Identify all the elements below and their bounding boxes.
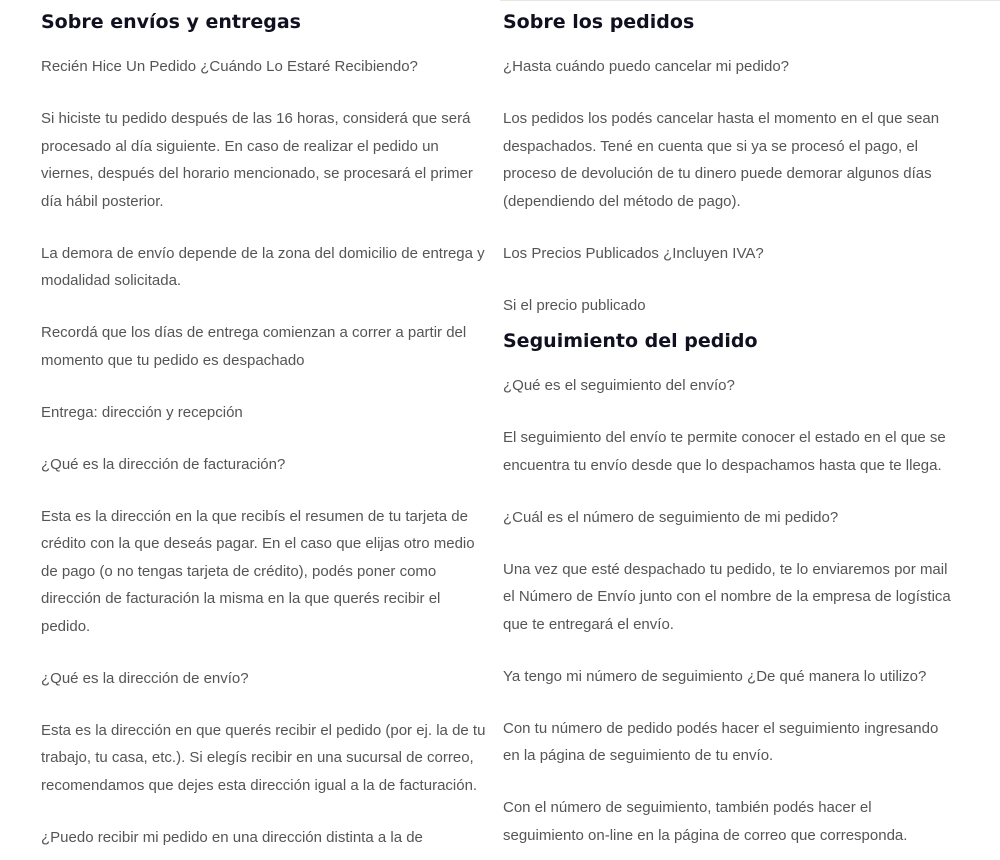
faq-question: ¿Qué es el seguimiento del envío?: [503, 377, 735, 394]
shipping-faq-column: [41, 0, 486, 851]
faq-answer: Una vez que esté despachado tu pedido, te lo enviaremos por mail el Número de Envío junto con el nombre de la empresa de logística que te entregará el envío.: [503, 560, 951, 633]
shipping-section-title: Sobre envíos y entregas: [41, 11, 301, 33]
faq-question: Ya tengo mi número de seguimiento ¿De qué manera lo utilizo?: [503, 667, 927, 685]
faq-answer: Esta es la dirección en que querés recibir el pedido (por ej. la de tu trabajo, tu casa, etc.). Si elegís recibir en una sucursal de correo, recomendamos que dejes esta dirección igual a la de facturación.: [41, 721, 486, 794]
faq-question: ¿Puedo recibir mi pedido en una dirección distinta a la de: [41, 828, 423, 846]
faq-answer: Con tu número de pedido podés hacer el seguimiento ingresando en la página de seguimiento de tu envío.: [503, 719, 939, 764]
faq-answer: Si el precio publicado: [503, 296, 646, 314]
faq-question: ¿Qué es la dirección de envío?: [41, 669, 249, 687]
orders-section-title: Sobre los pedidos: [503, 11, 695, 33]
faq-answer: Esta es la dirección en la que recibís el resumen de tu tarjeta de crédito con la que deseás pagar. En el caso que elijas otro medio de pago (o no tengas tarjeta de crédito), podés poner como dirección de facturación la misma en la que querés recibir el pedido.: [41, 507, 475, 635]
orders-faq-column: [503, 0, 953, 849]
faq-subheading: Entrega: dirección y recepción: [41, 403, 243, 421]
faq-question: Recién Hice Un Pedido ¿Cuándo Lo Estaré Recibiendo?: [41, 58, 418, 75]
faq-question: ¿Hasta cuándo puedo cancelar mi pedido?: [503, 58, 790, 75]
faq-answer: Los pedidos los podés cancelar hasta el momento en el que sean despachados. Tené en cuenta que si ya se procesó el pago, el proceso de devolución de tu dinero puede demorar algunos días (dependiendo del método de pago).: [503, 110, 940, 210]
faq-question: Los Precios Publicados ¿Incluyen IVA?: [503, 244, 764, 262]
faq-answer: La demora de envío depende de la zona del domicilio de entrega y modalidad solicitada.: [41, 244, 485, 289]
tracking-section-title: Seguimiento del pedido: [503, 330, 758, 352]
faq-answer: Recordá que los días de entrega comienzan a correr a partir del momento que tu pedido es despachado: [41, 324, 467, 369]
faq-answer: Si hiciste tu pedido después de las 16 horas, considerá que será procesado al día siguiente. En caso de realizar el pedido un viernes, después del horario mencionado, se procesará el primer día hábil posterior.: [41, 110, 473, 210]
faq-answer: El seguimiento del envío te permite conocer el estado en el que se encuentra tu envío desde que lo despachamos hasta que te llega.: [503, 429, 946, 474]
faq-answer: Con el número de seguimiento, también podés hacer el seguimiento on-line en la página de correo que corresponda.: [503, 799, 908, 844]
faq-question: ¿Cuál es el número de seguimiento de mi pedido?: [503, 508, 839, 526]
faq-question: ¿Qué es la dirección de facturación?: [41, 455, 286, 473]
